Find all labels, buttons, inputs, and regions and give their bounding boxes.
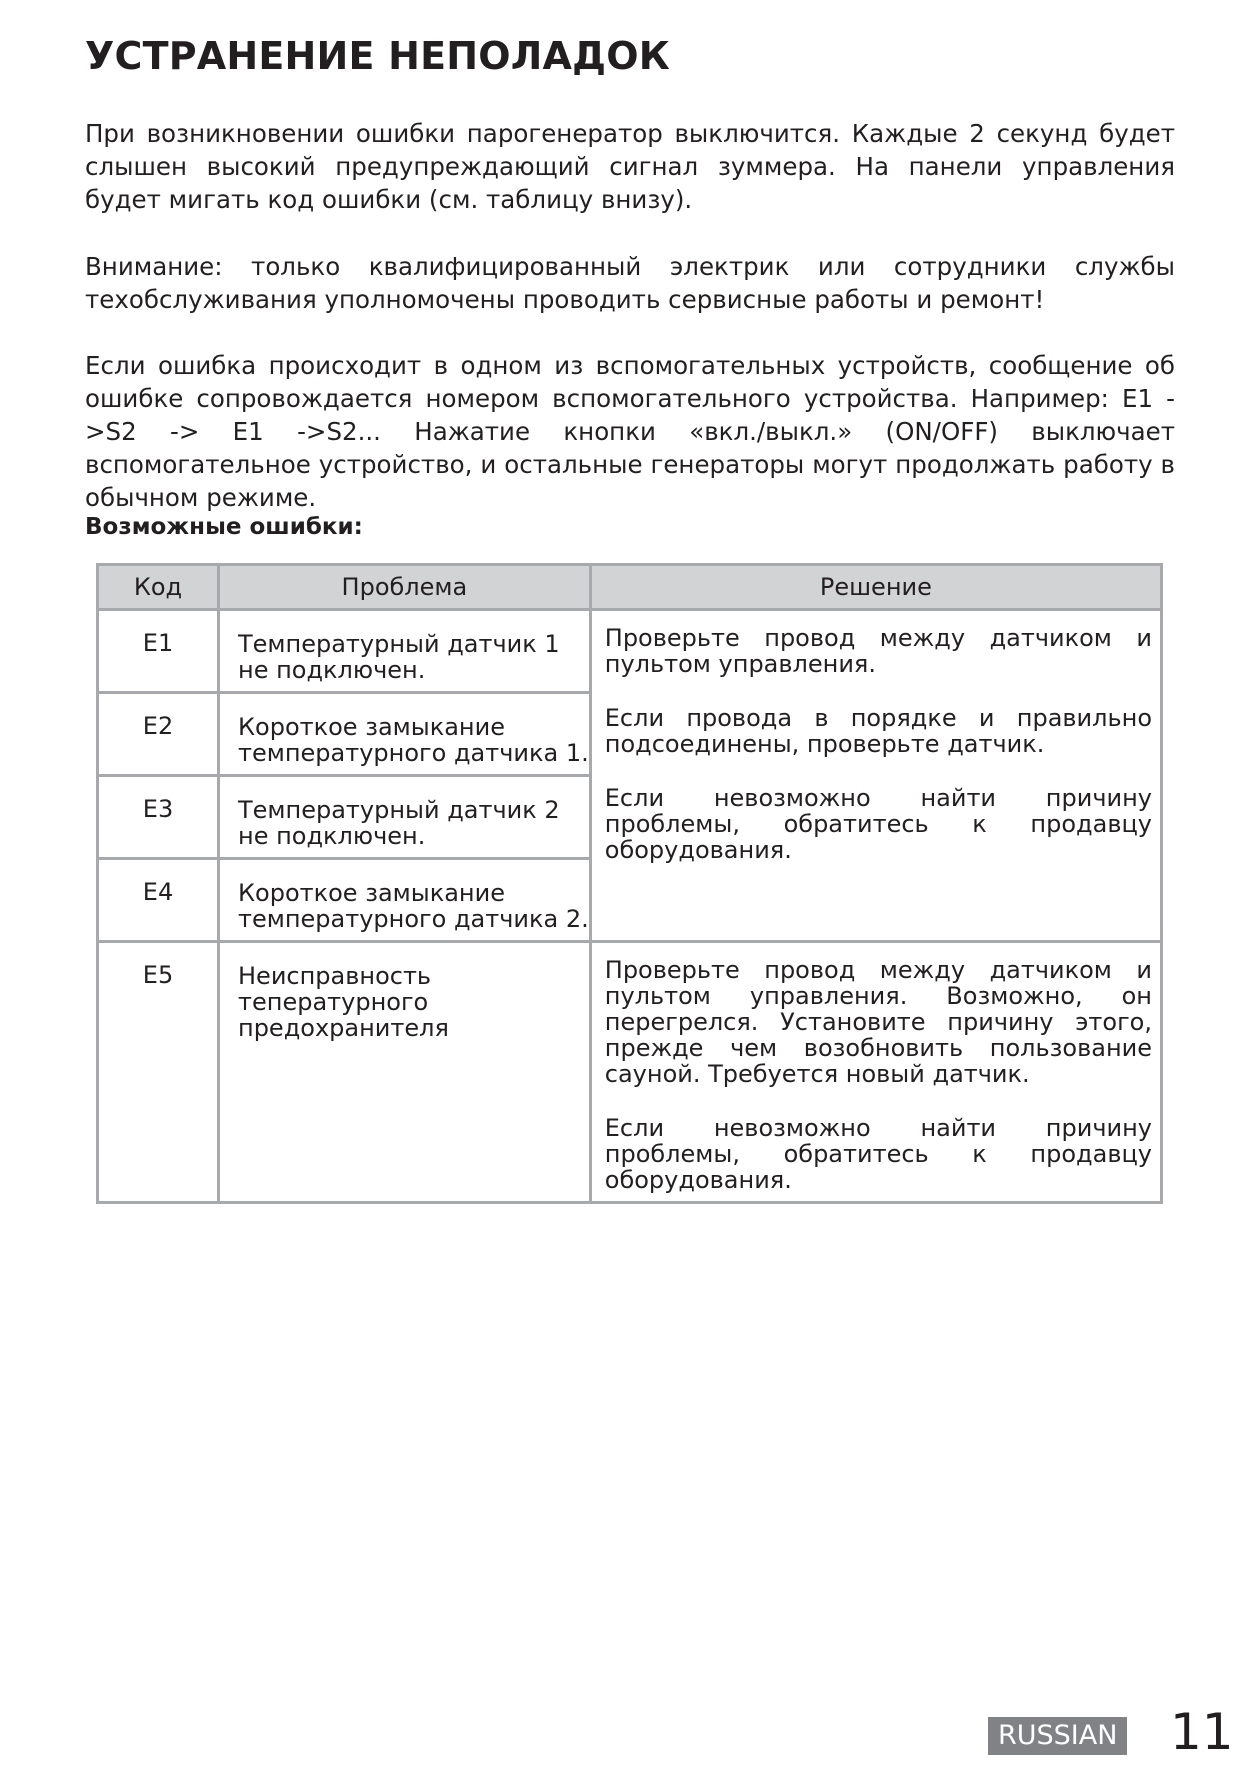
problem-line: Неисправность (238, 962, 432, 990)
solution-text: Проверьте провод между датчиком и пультом управления. (604, 624, 1152, 678)
error-problem (219, 859, 591, 942)
error-code: E2 (98, 693, 219, 776)
language-label: RUSSIAN (988, 1717, 1127, 1755)
solution-text: Если невозможно найти причину проблемы, обратитесь к продавцу оборудования. (604, 1114, 1152, 1194)
header-problem: Проблема (219, 565, 591, 610)
error-problem (219, 942, 591, 1203)
error-code: E1 (98, 610, 219, 693)
table-header-row (98, 565, 1162, 610)
intro-paragraph: При возникновении ошибки парогенератор выключится. Каждые 2 секунд будет слышен высокий предупреждающий сигнал зуммера. На панели управления будет мигать код ошибки (см. таблицу внизу). (85, 119, 1175, 214)
problem-line: Короткое замыкание (238, 879, 505, 907)
error-problem (219, 693, 591, 776)
error-code: E5 (98, 942, 219, 1203)
problem-line: Температурный датчик 1 (238, 630, 560, 658)
possible-errors-heading: Возможные ошибки: (85, 514, 363, 540)
solution-text: Если невозможно найти причину проблемы, обратитесь к продавцу оборудования. (604, 784, 1152, 864)
table-row (98, 942, 1162, 1203)
problem-line: не подключен. (238, 656, 426, 684)
error-codes-table (96, 563, 1163, 1204)
solution-text: Если провода в порядке и правильно подсоединены, проверьте датчик. (604, 704, 1152, 758)
error-solution (590, 942, 1161, 1203)
error-code: E4 (98, 859, 219, 942)
error-problem (219, 610, 591, 693)
warning-paragraph: Внимание: только квалифицированный электрик или сотрудники службы техобслуживания уполномочены проводить сервисные работы и ремонт! (85, 252, 1175, 314)
error-code: E3 (98, 776, 219, 859)
page-title: УСТРАНЕНИЕ НЕПОЛАДОК (85, 34, 670, 78)
solution-text: Проверьте провод между датчиком и пультом управления. Возможно, он перегрелся. Установите причину этого, прежде чем возобновить пользование сауной. Требуется новый датчик. (604, 956, 1152, 1088)
problem-line: не подключен. (238, 822, 426, 850)
page-number: 11 (1170, 1703, 1234, 1761)
problem-line: температурного датчика 2. (238, 905, 589, 933)
problem-line: теперaтурного (238, 988, 429, 1016)
auxiliary-devices-paragraph: Если ошибка происходит в одном из вспомогательных устройств, сообщение об ошибке сопровождается номером вспомогательного устройства. Например: E1 ->S2 -> E1 ->S2... Нажатие кнопки «вкл./выкл.» (ON/OFF) выключает вспомогательное устройство, и остальные генераторы могут продолжать работу в обычном режиме. (85, 351, 1175, 512)
error-solution (590, 610, 1161, 942)
table-row (98, 610, 1162, 693)
header-solution: Решение (590, 565, 1161, 610)
problem-line: Температурный датчик 2 (238, 796, 560, 824)
problem-line: предохранителя (238, 1014, 449, 1042)
header-code: Код (98, 565, 219, 610)
error-problem (219, 776, 591, 859)
problem-line: Короткое замыкание (238, 713, 505, 741)
problem-line: температурного датчика 1. (238, 739, 589, 767)
